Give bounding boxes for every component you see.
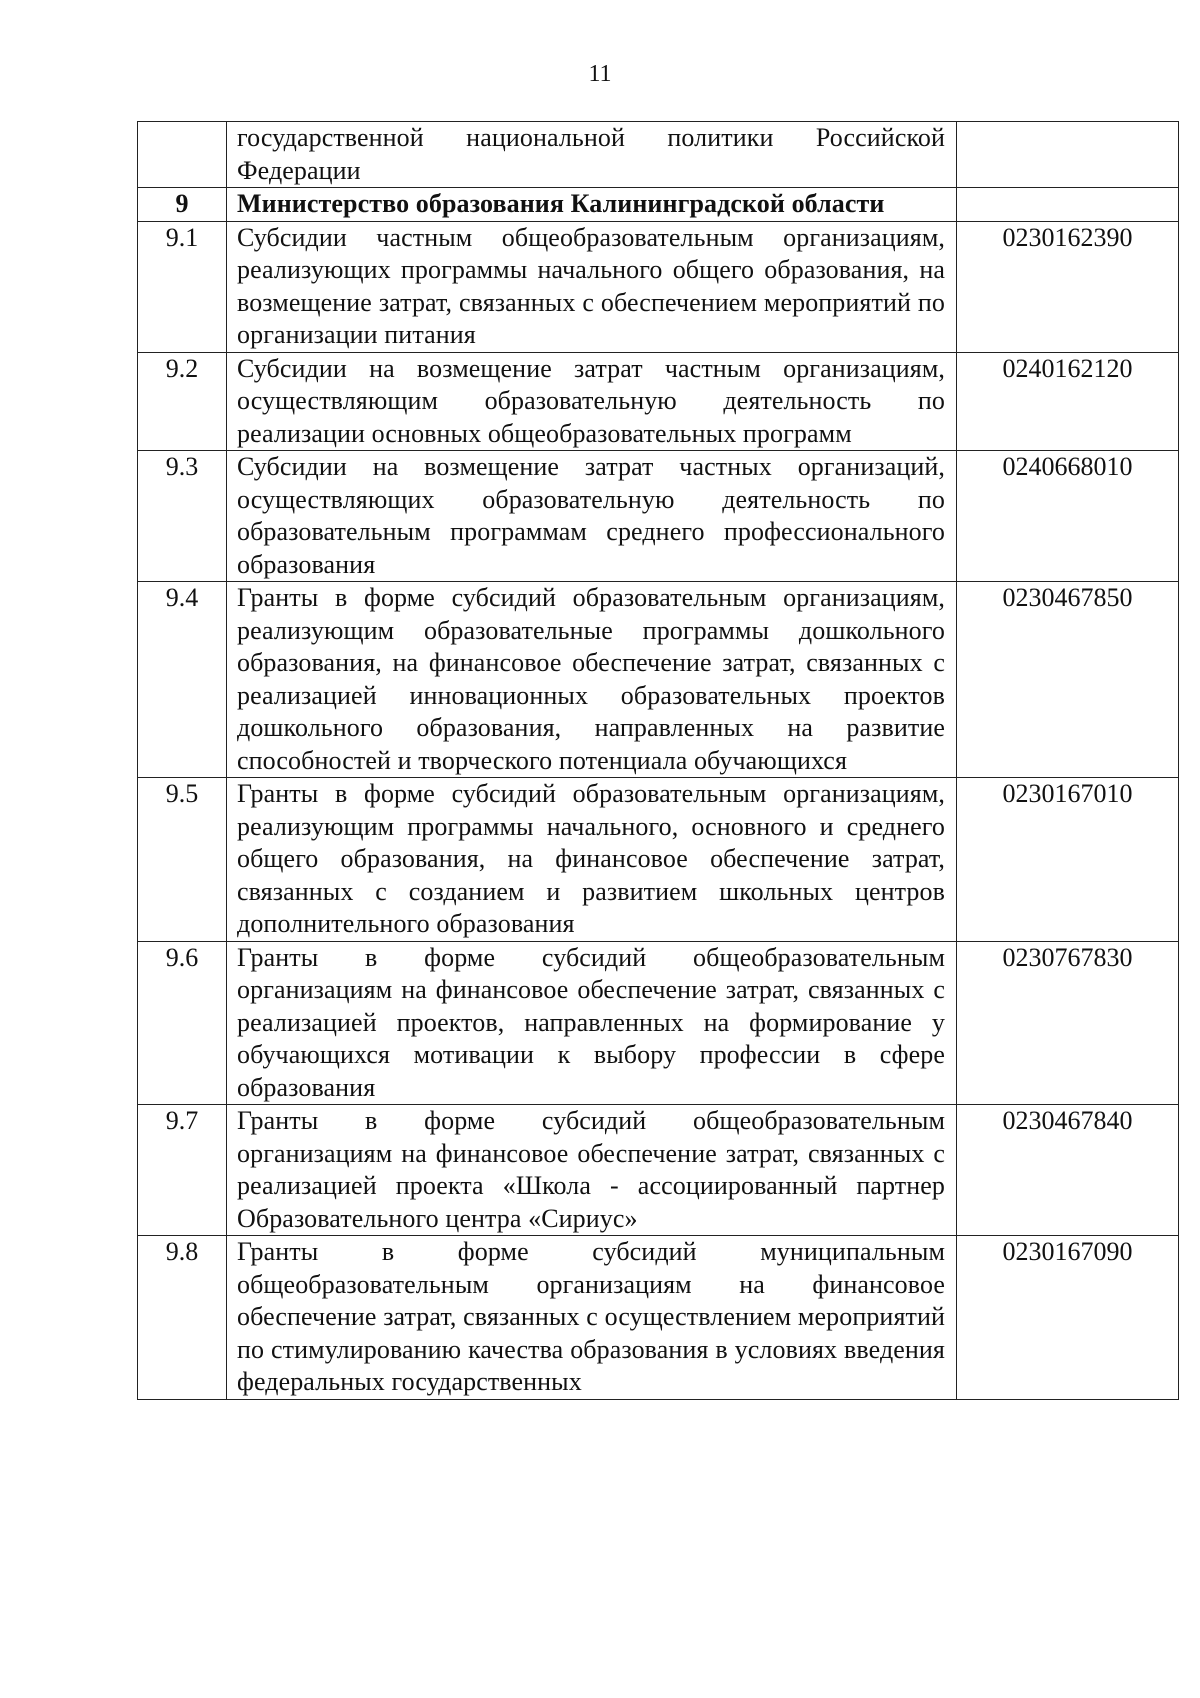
row-code: 0240668010 [957,451,1179,582]
table-row [138,122,1179,188]
row-description: Гранты в форме субсидий общеобразовательным организациям на финансовое обеспечение затрат, связанных с реализацией проекта «Школа - ассоциированный партнер Образовательного центра «Сириус» [227,1105,957,1236]
row-description: Гранты в форме субсидий образовательным организациям, реализующим образовательные программы дошкольного образования, на финансовое обеспечение затрат, связанных с реализацией инновационных образовательных проектов дошкольного образования, направленных на развитие способностей и творческого потенциала обучающихся [227,582,957,778]
row-number: 9.3 [138,451,227,582]
table-row [138,352,1179,451]
row-code: 0230467850 [957,582,1179,778]
table-row [138,451,1179,582]
table-row [138,941,1179,1105]
row-code: 0240162120 [957,352,1179,451]
row-description: Гранты в форме субсидий муниципальным общеобразовательным организациям на финансовое обеспечение затрат, связанных с осуществлением мероприятий по стимулированию качества образования в условиях введения федеральных государственных [227,1236,957,1400]
row-number: 9 [138,188,227,222]
row-number: 9.1 [138,221,227,352]
table-row [138,1236,1179,1400]
row-code [957,122,1179,188]
row-code [957,188,1179,222]
row-number: 9.8 [138,1236,227,1400]
row-number: 9.7 [138,1105,227,1236]
table-row-section-header [138,188,1179,222]
section-title: Министерство образования Калининградской области [227,188,957,222]
row-number: 9.5 [138,778,227,942]
row-number: 9.2 [138,352,227,451]
row-number [138,122,227,188]
page-number: 11 [588,61,612,87]
table-row [138,582,1179,778]
table-row [138,778,1179,942]
row-description: Субсидии на возмещение затрат частным организациям, осуществляющим образовательную деятельность по реализации основных общеобразовательных программ [227,352,957,451]
row-code: 0230467840 [957,1105,1179,1236]
table-row [138,221,1179,352]
row-number: 9.4 [138,582,227,778]
row-description: Субсидии частным общеобразовательным организациям, реализующих программы начального общего образования, на возмещение затрат, связанных с обеспечением мероприятий по организации питания [227,221,957,352]
row-code: 0230767830 [957,941,1179,1105]
row-code: 0230167010 [957,778,1179,942]
row-description: Гранты в форме субсидий общеобразовательным организациям на финансовое обеспечение затрат, связанных с реализацией проектов, направленных на формирование у обучающихся мотивации к выбору профессии в сфере образования [227,941,957,1105]
row-description: государственной национальной политики Российской Федерации [227,122,957,188]
budget-classification-table [137,121,1179,1400]
row-description: Субсидии на возмещение затрат частных организаций, осуществляющих образовательную деятельность по образовательным программам среднего профессионального образования [227,451,957,582]
row-code: 0230162390 [957,221,1179,352]
row-code: 0230167090 [957,1236,1179,1400]
table-row [138,1105,1179,1236]
row-number: 9.6 [138,941,227,1105]
row-description: Гранты в форме субсидий образовательным организациям, реализующим программы начального, основного и среднего общего образования, на финансовое обеспечение затрат, связанных с созданием и развитием школьных центров дополнительного образования [227,778,957,942]
